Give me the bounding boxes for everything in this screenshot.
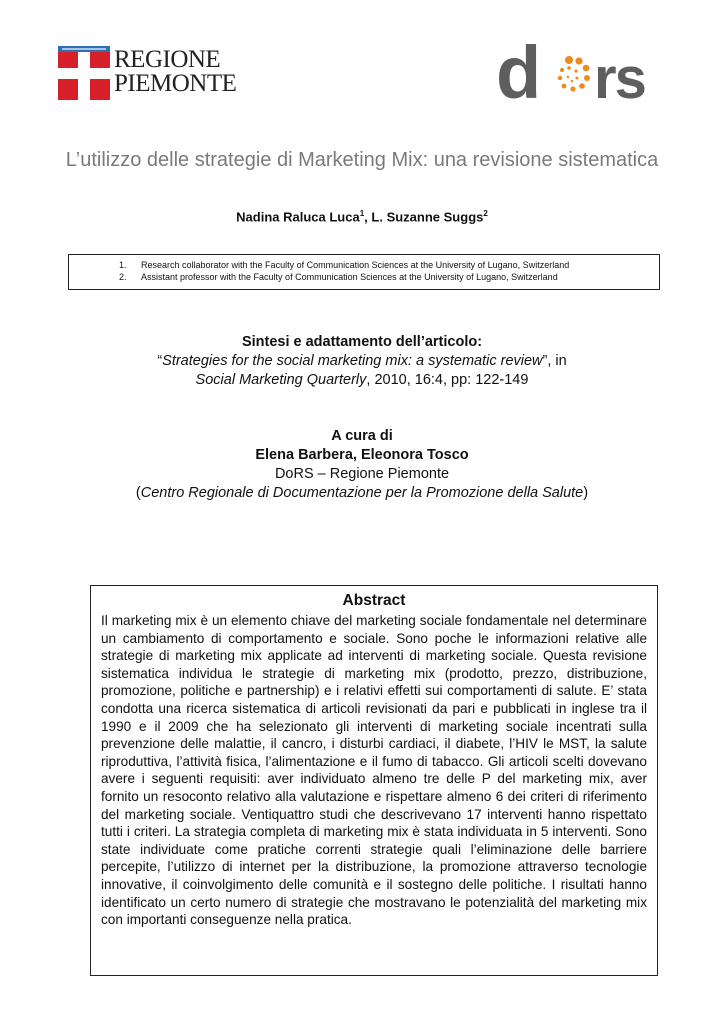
author-2: L. Suzanne Suggs	[371, 209, 484, 225]
synthesis-citation-line	[40, 371, 684, 390]
synthesis-heading: Sintesi e adattamento dell’articolo:	[241, 334, 483, 350]
journal-name: Social Marketing Quarterly	[195, 372, 367, 388]
svg-text:d: d	[496, 38, 539, 104]
curators-heading: A cura di	[331, 428, 393, 444]
quote-open: “	[157, 353, 163, 369]
abstract-box	[90, 585, 658, 976]
dors-logo	[496, 38, 662, 104]
curators-block	[40, 427, 684, 503]
regione-piemonte-logo	[58, 46, 236, 102]
affiliations-box	[68, 254, 660, 290]
article-title: Strategies for the social marketing mix: a systematic review	[162, 353, 543, 369]
curators-org-full: Centro Regionale di Documentazione per la Promozione della Salute	[140, 485, 584, 501]
paren-close: )	[583, 485, 589, 501]
citation-details: , 2010, 16:4, pp: 122-149	[366, 372, 529, 388]
affiliation-item	[69, 271, 659, 283]
regione-logo-line1: REGIONE	[114, 46, 221, 73]
synthesis-article-line	[40, 352, 684, 371]
regione-shield-icon	[58, 46, 110, 100]
abstract-body: Il marketing mix è un elemento chiave del marketing sociale fondamentale nel determinare un cambiamento di comportamento e sociale. Sono poche le informazioni relative alle strategie di marketing mix applicate ad interventi di marketing sociale. Questa revisione sistematica individua le strategie di marketing mix (prodotto, prezzo, distribuzione, promozione, politiche e partnership) e i relativi effetti sui comportamenti di salute. E’ stata condotta una ricerca sistematica di articoli revisionati da pari e pubblicati in inglese tra il 1990 e il 2009 che ha selezionato gli interventi di marketing sociale incentrati sulla prevenzione delle malattie, il cancro, i disturbi cardiaci, il diabete, l’HIV le MST, la salute riproduttiva, l’attività fisica, l’alimentazione e il fumo di tabacco. Gli articoli scelti dovevano avere i seguenti requisiti: aver individuato almeno tre delle P del marketing mix, aver fornito un resoconto relativo alla valutazione e rispettare almeno 6 dei criteri di riferimento del marketing sociale. Ventiquattro studi che descrivevano 17 interventi hanno rispettato tutti i criteri. La strategia completa di marketing mix è stata individuata in 5 interventi. Sono state individuate come pratiche correnti strategie quali l’eliminazione delle barriere percepite, l’utilizzo di internet per la distribuzione, la promozione attraverso tecnologie innovative, il coinvolgimento delle comunità e il sostegno delle politiche. I risultati hanno identificato un certo numero di strategie che mostravano le potenzialità del marketing mix con importanti conseguenze nella pratica.	[101, 613, 647, 928]
author-2-sup: 2	[483, 209, 488, 218]
author-1: Nadina Raluca Luca	[236, 209, 360, 225]
author-separator: ,	[364, 209, 372, 225]
paren-open: (	[135, 485, 141, 501]
curators-org: DoRS – Regione Piemonte	[274, 466, 450, 482]
svg-text:rs: rs	[594, 46, 645, 104]
author-1-sup: 1	[359, 209, 365, 218]
affiliation-number: 1.	[119, 260, 127, 270]
document-title: L’utilizzo delle strategie di Marketing Mix: una revisione sistematica	[65, 149, 659, 171]
quote-close: ”, in	[542, 353, 567, 369]
dors-spiral-icon	[558, 56, 590, 92]
synthesis-block	[40, 333, 684, 390]
curators-names: Elena Barbera, Eleonora Tosco	[255, 447, 469, 463]
authors-line	[40, 209, 684, 224]
affiliation-text: Assistant professor with the Faculty of Communication Sciences at the University of Lugano, Switzerland	[141, 272, 558, 282]
affiliation-number: 2.	[119, 272, 127, 282]
affiliation-item	[69, 259, 659, 271]
abstract-heading: Abstract	[342, 592, 406, 609]
regione-logo-line2: PIEMONTE	[114, 70, 237, 97]
curators-org-full-line	[40, 484, 684, 503]
affiliation-text: Research collaborator with the Faculty of Communication Sciences at the University of Lugano, Switzerland	[141, 260, 570, 270]
